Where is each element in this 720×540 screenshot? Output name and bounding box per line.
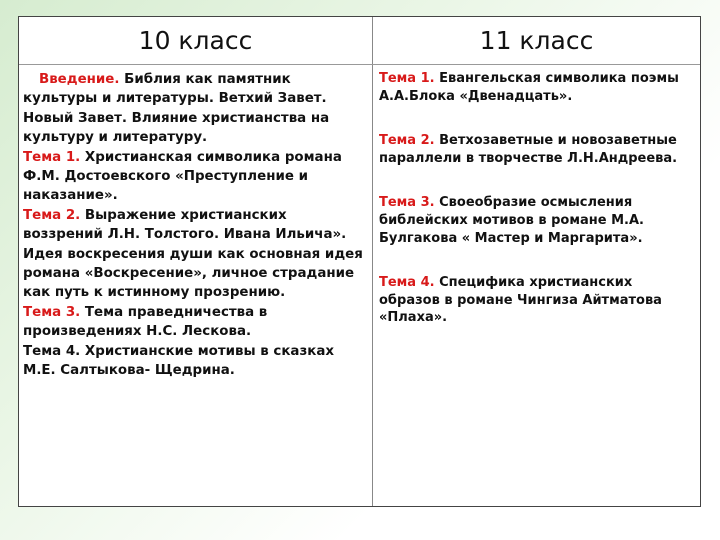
grade-11-topic-3: [379, 194, 697, 247]
grade-10-topic-1: [23, 148, 368, 206]
curriculum-table: [18, 16, 701, 507]
topic-text: Выражение христианских воззрений Л.Н. Толстого. Ивана Ильича». Идея воскресения души как основная идея романа «Воскресение», личное страдание как путь к истинному прозрению.: [23, 207, 363, 301]
topic-label: Тема 2.: [23, 207, 81, 223]
topic-text: Тема праведничества в произведениях Н.С. Лескова.: [23, 304, 268, 340]
topic-label: Тема 3.: [23, 304, 81, 320]
grade-10-topic-4: [23, 342, 368, 381]
topic-label: Тема 4.: [379, 275, 435, 291]
topic-text: Евангельская символика поэмы А.А.Блока «Двенадцать».: [379, 71, 679, 104]
topic-text: Христианская символика романа Ф.М. Достоевского «Преступление и наказание».: [23, 149, 342, 204]
column-divider: [372, 17, 373, 506]
header-grade-10: 10 класс: [138, 26, 253, 55]
grade-11-cell: [379, 70, 697, 354]
grade-10-cell: [23, 70, 368, 381]
topic-label: Тема 1.: [23, 149, 81, 165]
intro-text: Библия как памятник культуры и литературы. Ветхий Завет. Новый Завет. Влияние христианства на культуру и литературу.: [23, 72, 330, 146]
grade-11-topic-2: [379, 132, 697, 167]
topic-text: Ветхозаветные и новозаветные параллели в творчестве Л.Н.Андреева.: [379, 133, 678, 166]
topic-label: Тема 4.: [23, 343, 81, 359]
grade-10-topic-2: [23, 206, 368, 303]
topic-label: Тема 1.: [379, 71, 435, 86]
topic-label: Тема 2.: [379, 133, 435, 149]
topic-text: Христианские мотивы в сказках М.Е. Салтыкова- Щедрина.: [23, 343, 335, 379]
grade-10-topic-3: [23, 303, 368, 342]
grade-11-topic-1: [379, 70, 697, 105]
header-grade-11: 11 класс: [479, 26, 594, 55]
grade-11-topic-4: [379, 274, 697, 327]
topic-text: Своеобразие осмысления библейских мотивов в романе М.А. Булгакова « Мастер и Маргарита».: [379, 195, 644, 246]
topic-label: Тема 3.: [379, 195, 435, 211]
intro-label: Введение.: [39, 72, 120, 87]
header-divider: [19, 64, 700, 65]
intro-paragraph: [23, 70, 368, 148]
topic-text: Специфика христианских образов в романе Чингиза Айтматова «Плаха».: [379, 275, 662, 326]
